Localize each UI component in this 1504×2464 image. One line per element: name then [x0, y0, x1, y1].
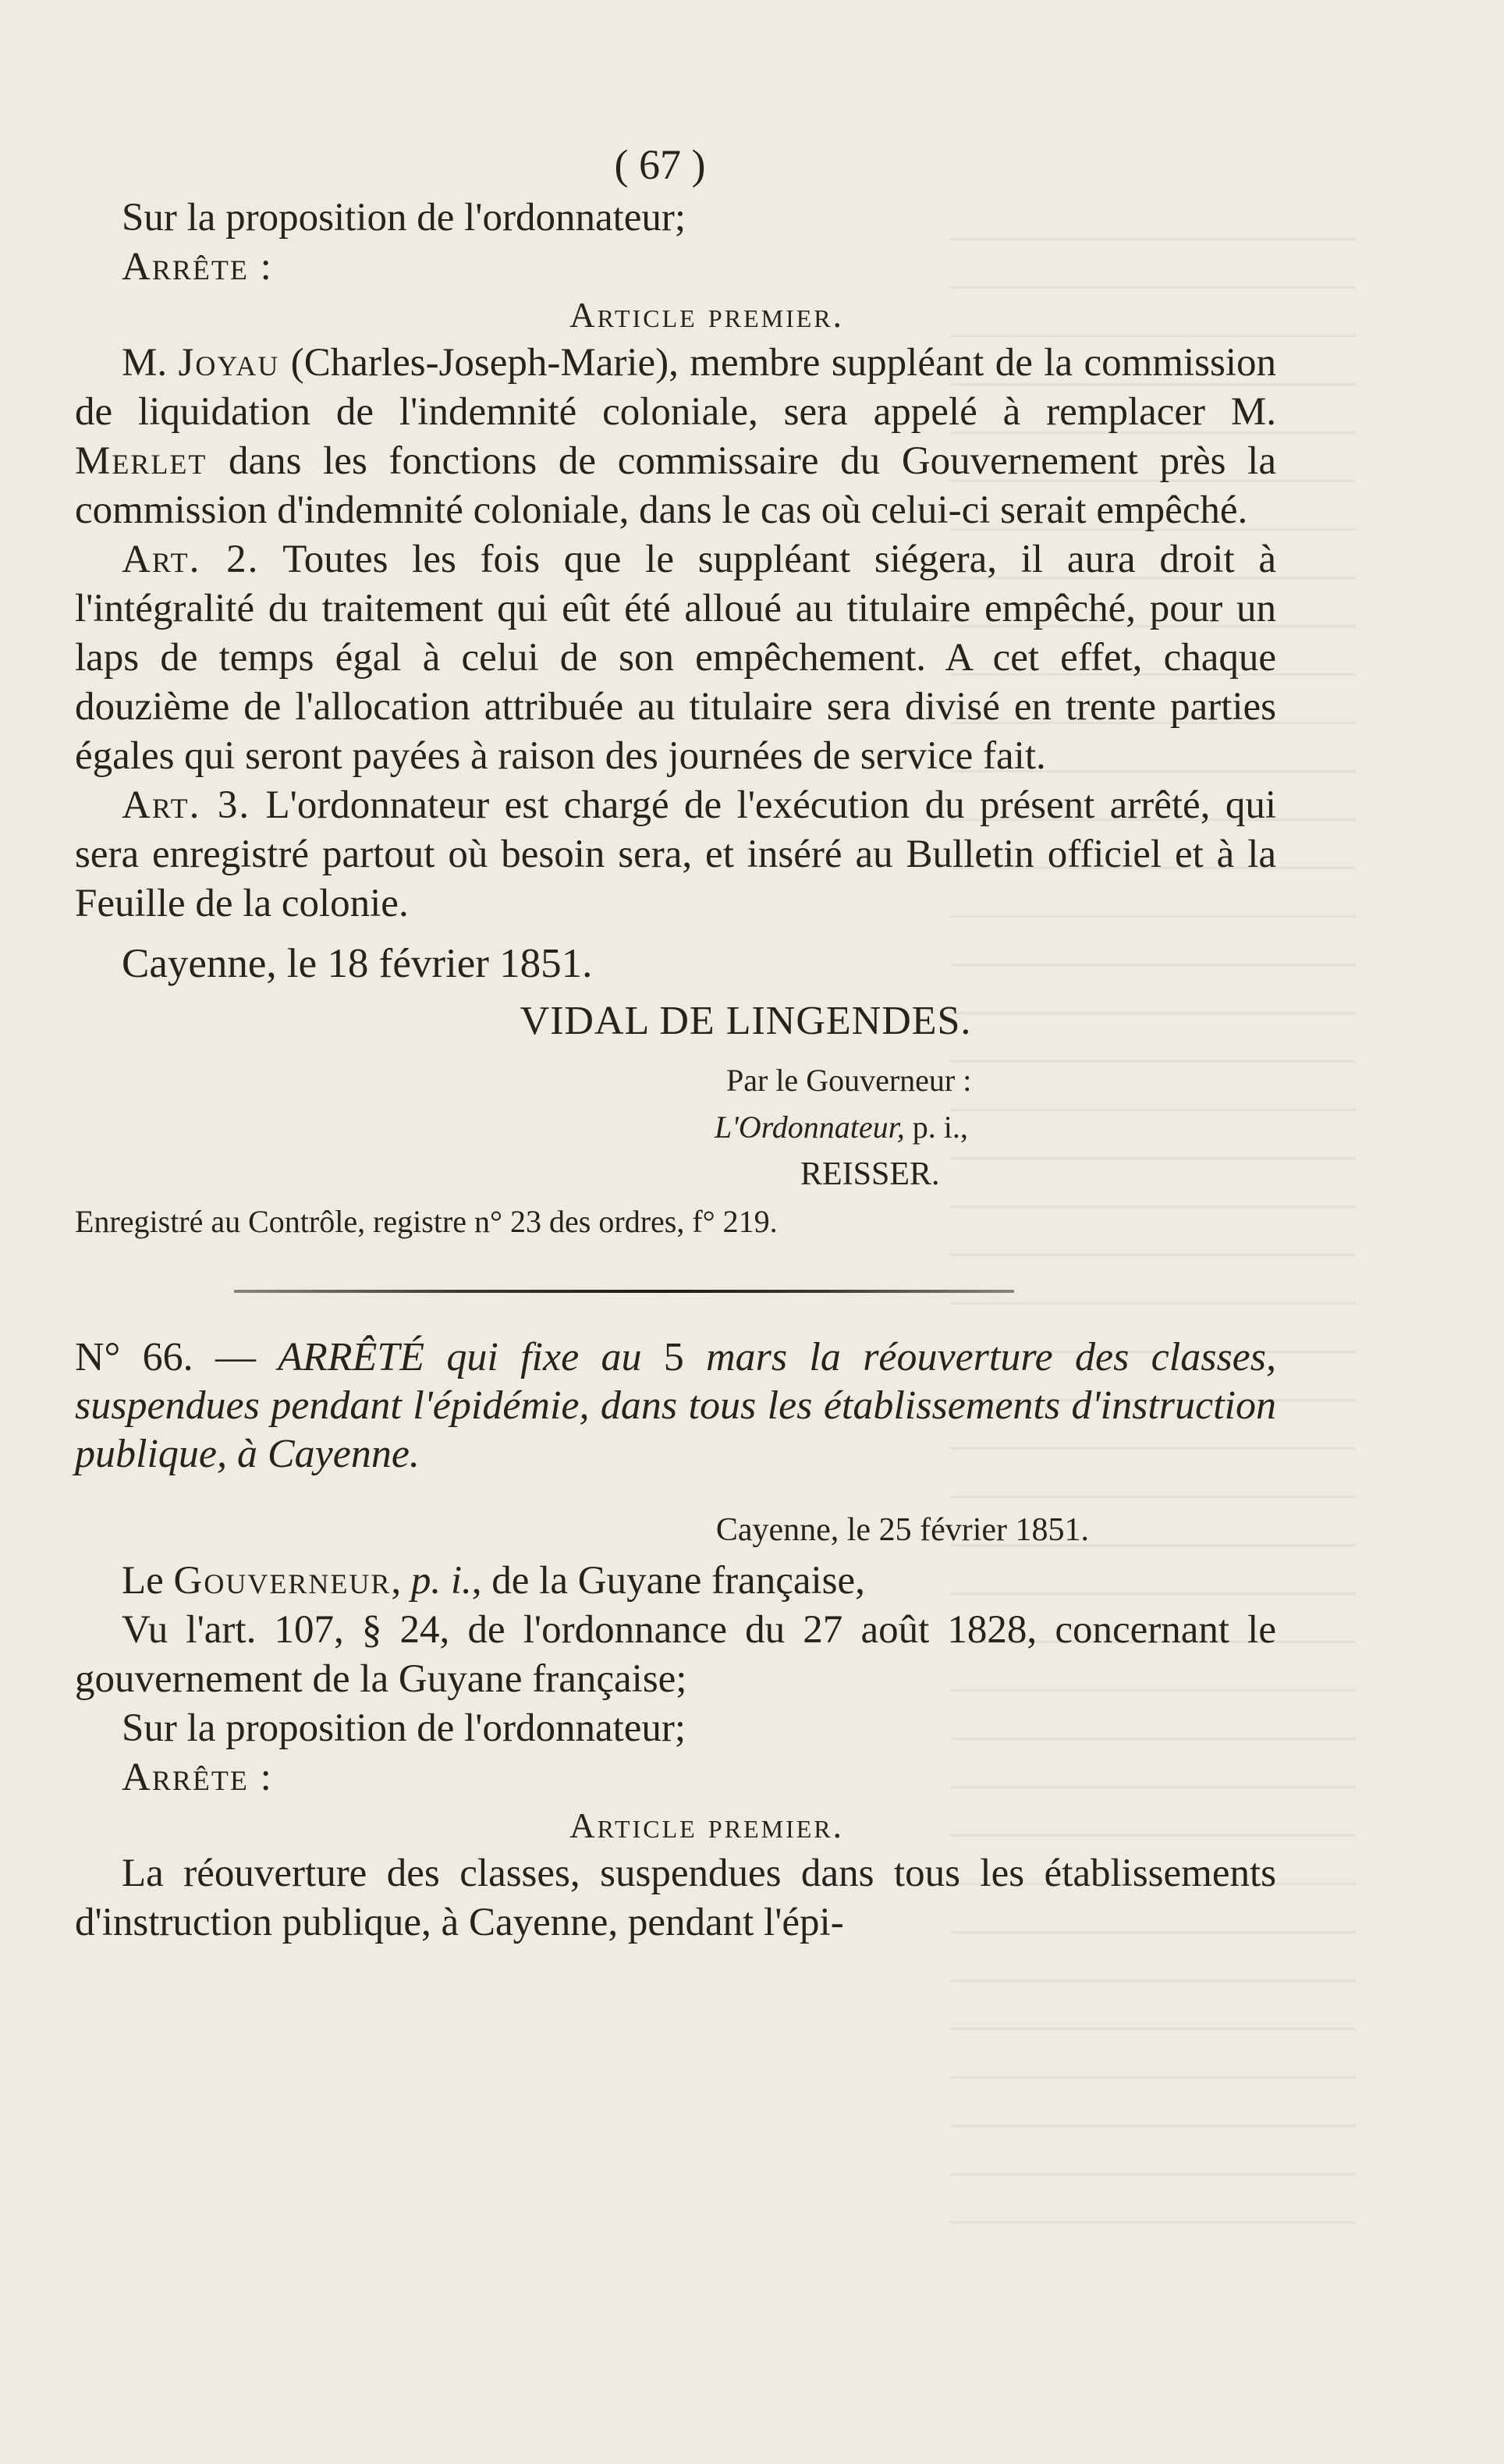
gouverneur-title: Gouverneur [173, 1559, 392, 1603]
gouverneur-line [75, 1557, 1276, 1606]
article-3-text: L'ordonnateur est chargé de l'exécution du présent arrêté, qui sera enregistré partout où besoin sera, et inséré au Bulletin officiel et à la Feuille de la colonie. [75, 783, 1277, 925]
enregistre-line: Enregistré au Contrôle, registre n° 23 des ordres, f° 219. [75, 1204, 778, 1239]
signatory-name: VIDAL DE LINGENDES. [520, 999, 972, 1043]
decree-title [75, 1333, 1276, 1479]
section-divider [234, 1290, 1014, 1293]
date-line-1: Cayenne, le 18 février 1851. [122, 941, 593, 986]
page-number: ( 67 ) [614, 141, 706, 188]
gouverneur-text-c: , de la Guyane française, [471, 1559, 865, 1603]
gouverneur-pi: p. i. [410, 1559, 472, 1603]
article-3-paragraph [75, 781, 1276, 928]
gouverneur-text-a: Le [122, 1559, 174, 1603]
arrete-label: Arrête : [122, 245, 273, 289]
article-2-paragraph [75, 535, 1276, 781]
article-1-text-a: M. [122, 341, 179, 385]
ordonnateur-suffix: p. i., [904, 1110, 968, 1145]
proposition-line: Sur la proposition de l'ordonnateur; [122, 196, 686, 240]
person-name-merlet: Merlet [75, 439, 208, 483]
par-le-gouverneur: Par le Gouverneur : [726, 1063, 972, 1098]
decree-number: N° 66. — [75, 1335, 278, 1379]
article-2-label: Art. 2. [122, 538, 260, 581]
date-line-2: Cayenne, le 25 février 1851. [715, 1512, 1089, 1548]
ordonnateur-line [715, 1104, 1276, 1151]
article-1-text-c: dans les fonctions de commissaire du Gouvernement près la commission d'indemnité coloniale, dans le cas où celui-ci serait empêché. [75, 439, 1276, 532]
article-heading-2: Article premier. [569, 1806, 844, 1845]
document-page [75, 140, 1276, 1947]
article-1-text-b: (Charles-Joseph-Marie), membre suppléant de la commission de liquidation de l'indemnité coloniale, sera appelé à remplacer M. [75, 341, 1276, 434]
decree-title-date: 5 [641, 1335, 707, 1379]
decree-title-a: ARRÊTÉ qui fixe au [278, 1335, 642, 1379]
ordonnateur-name: REISSER. [800, 1156, 940, 1192]
proposition-line-2: Sur la proposition de l'ordonnateur; [122, 1706, 686, 1750]
article-1-paragraph [75, 339, 1276, 535]
article-2-text: Toutes les fois que le suppléant siégera, il aura droit à l'intégralité du traitement qui eût été alloué au titulaire empêché, pour un laps de temps égal à celui de son empêchement. A cet effet, chaque douzième de l'allocation attribuée au titulaire sera divisé en trente parties égales qui seront payées à raison des journées de service fait. [75, 538, 1277, 778]
arrete-label-2: Arrête : [122, 1756, 273, 1799]
ordonnateur-title: L'Ordonnateur, [715, 1110, 905, 1145]
article-heading: Article premier. [569, 296, 844, 335]
decree-title-rest: mars la réouverture des classes, suspendues pendant l'épidémie, dans tous les établissements d'instruction publique, à Cayenne. [75, 1335, 1276, 1476]
vu-line: Vu l'art. 107, § 24, de l'ordonnance du 27 août 1828, concernant le gouvernement de la Guyane française; [75, 1608, 1276, 1701]
gouverneur-text-b: , [391, 1559, 411, 1603]
article-3-label: Art. 3. [122, 783, 251, 827]
person-name-joyau: Joyau [178, 341, 280, 385]
article-1-paragraph-2: La réouverture des classes, suspendues dans tous les établissements d'instruction publique, à Cayenne, pendant l'épi- [75, 1852, 1276, 1944]
